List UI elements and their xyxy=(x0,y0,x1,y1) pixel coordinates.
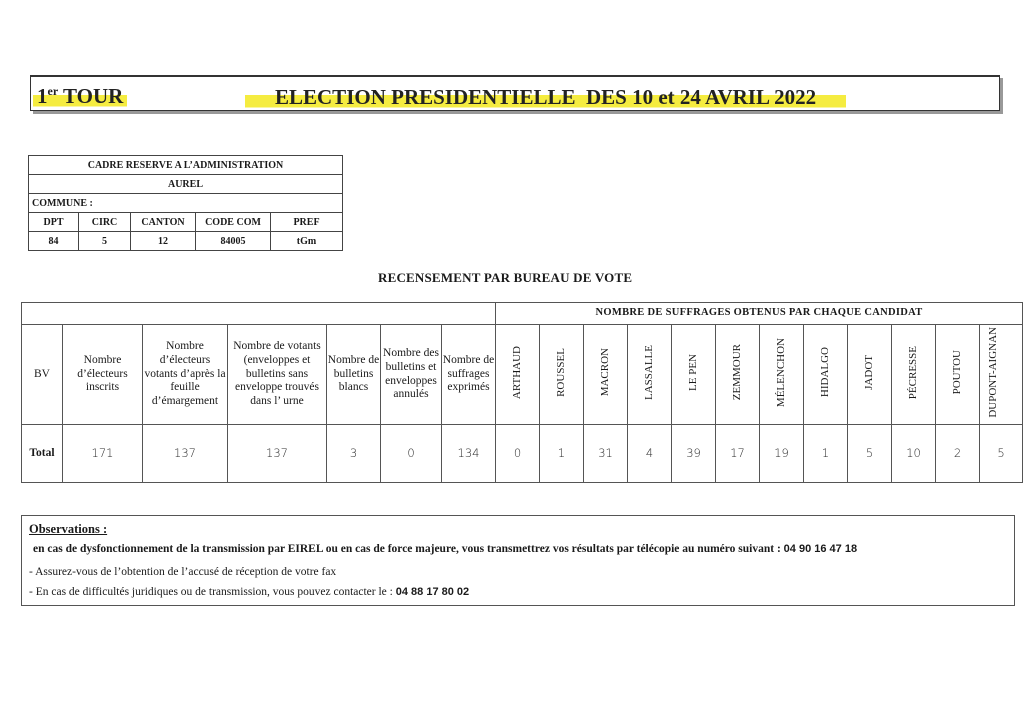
election-title: ELECTION PRESIDENTIELLE DES 10 et 24 AVRIL 2022 xyxy=(245,85,846,110)
observations-line-3 xyxy=(29,586,1007,598)
vote-value: 4 xyxy=(628,425,672,483)
commune-label: COMMUNE : xyxy=(29,194,343,213)
vote-value: 1 xyxy=(804,425,848,483)
candidate-name: JADOT xyxy=(862,354,875,390)
vote-value: 17 xyxy=(716,425,760,483)
exprimes-value: 134 xyxy=(442,425,496,483)
admin-header-cell: CIRC xyxy=(79,213,131,232)
admin-value-cell: 84005 xyxy=(196,232,271,251)
annules-header: Nombre des bulletins et enveloppes annulés xyxy=(381,325,442,425)
admin-value-cell: 5 xyxy=(79,232,131,251)
candidate-name: PÉCRESSE xyxy=(906,345,919,399)
candidate-header xyxy=(716,325,760,425)
candidate-header xyxy=(496,325,540,425)
admin-header-cell: PREF xyxy=(271,213,343,232)
votants-header: Nombre d’électeurs votants d’après la feuille d’émargement xyxy=(143,325,228,425)
candidate-header xyxy=(672,325,716,425)
candidate-name: DUPONT-AIGNAN xyxy=(987,326,1000,418)
observations-line-1 xyxy=(29,543,1007,555)
admin-table xyxy=(28,155,343,251)
candidate-name: MACRON xyxy=(598,347,611,397)
candidate-header xyxy=(892,325,936,425)
candidate-header xyxy=(628,325,672,425)
candidate-header xyxy=(540,325,584,425)
admin-header-cell: DPT xyxy=(29,213,79,232)
candidate-header xyxy=(584,325,628,425)
candidate-header xyxy=(936,325,980,425)
admin-value-row xyxy=(29,232,343,251)
enveloppes-value: 137 xyxy=(228,425,327,483)
blancs-header: Nombre de bulletins blancs xyxy=(327,325,381,425)
observations-line-2: - Assurez-vous de l’obtention de l’accusé de réception de votre fax xyxy=(29,566,337,578)
admin-header-cell: CANTON xyxy=(131,213,196,232)
contact-text: - En cas de difficultés juridiques ou de transmission, vous pouvez contacter le : xyxy=(29,586,393,598)
candidate-name: LASSALLE xyxy=(642,344,655,400)
annules-value: 0 xyxy=(381,425,442,483)
vote-value: 5 xyxy=(848,425,892,483)
admin-value-cell: 12 xyxy=(131,232,196,251)
suffrages-header: NOMBRE DE SUFFRAGES OBTENUS PAR CHAQUE CANDIDAT xyxy=(496,303,1023,325)
recensement-title: RECENSEMENT PAR BUREAU DE VOTE xyxy=(378,270,633,285)
vote-value: 1 xyxy=(540,425,584,483)
observations-box xyxy=(21,515,1015,606)
column-header-row xyxy=(22,325,1023,425)
vote-value: 39 xyxy=(672,425,716,483)
header-spacer xyxy=(22,303,496,325)
vote-value: 2 xyxy=(936,425,980,483)
candidate-header xyxy=(804,325,848,425)
observations-title: Observations : xyxy=(29,522,108,536)
fax-number: 04 90 16 47 18 xyxy=(783,543,858,555)
admin-value-cell: tGm xyxy=(271,232,343,251)
admin-header-row xyxy=(29,213,343,232)
candidate-name: POUTOU xyxy=(950,349,963,395)
contact-number: 04 88 17 80 02 xyxy=(395,586,470,598)
candidate-name: ROUSSEL xyxy=(554,347,567,397)
results-table xyxy=(21,302,1023,483)
inscrits-value: 171 xyxy=(63,425,143,483)
enveloppes-header: Nombre de votants (enveloppes et bulletins sans enveloppe trouvés dans l’ urne xyxy=(228,325,327,425)
vote-value: 31 xyxy=(584,425,628,483)
transmission-text: en cas de dysfonctionnement de la transmission par EIREL ou en cas de force majeure, vous transmettrez vos résultats par télécopie au numéro suivant : xyxy=(33,543,781,555)
exprimes-header: Nombre de suffrages exprimés xyxy=(442,325,496,425)
candidate-name: LE PEN xyxy=(686,353,699,391)
vote-value: 5 xyxy=(980,425,1023,483)
blancs-value: 3 xyxy=(327,425,381,483)
total-row xyxy=(22,425,1023,483)
admin-value-cell: 84 xyxy=(29,232,79,251)
header-banner xyxy=(30,75,1000,111)
bv-header: BV xyxy=(22,325,63,425)
vote-value: 10 xyxy=(892,425,936,483)
vote-value: 19 xyxy=(760,425,804,483)
candidate-name: ZEMMOUR xyxy=(730,343,743,401)
tour-label: 1er TOUR xyxy=(33,84,127,109)
commune-name: AUREL xyxy=(29,175,343,194)
total-label: Total xyxy=(22,425,63,483)
vote-value: 0 xyxy=(496,425,540,483)
candidate-name: HIDALGO xyxy=(818,347,831,398)
candidate-header xyxy=(848,325,892,425)
candidate-header xyxy=(760,325,804,425)
inscrits-header: Nombre d’électeurs inscrits xyxy=(63,325,143,425)
admin-cadre-label: CADRE RESERVE A L’ADMINISTRATION xyxy=(29,156,343,175)
votants-value: 137 xyxy=(143,425,228,483)
candidate-name: ARTHAUD xyxy=(510,345,523,399)
candidate-name: MÉLENCHON xyxy=(774,337,787,407)
candidate-header xyxy=(980,325,1023,425)
admin-header-cell: CODE COM xyxy=(196,213,271,232)
